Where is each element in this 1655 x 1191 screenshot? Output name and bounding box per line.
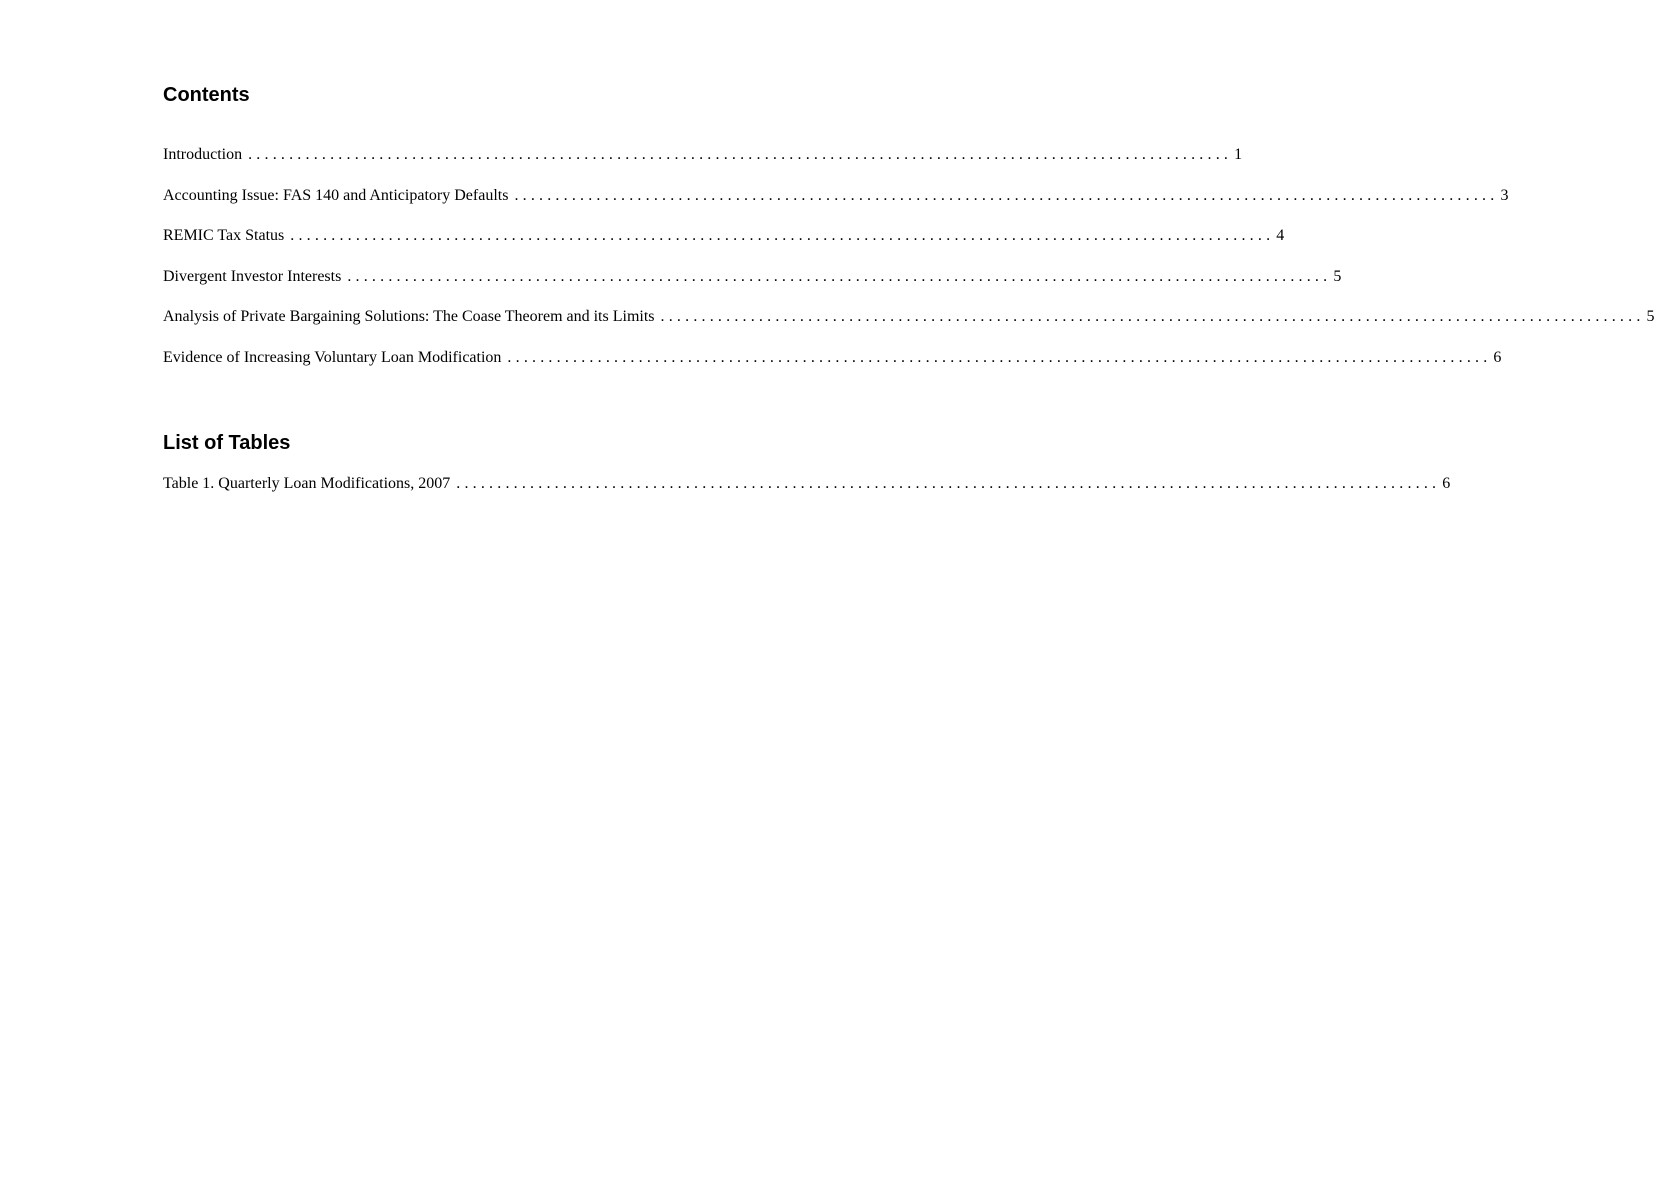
dot-leader: ........................................................................................................................ xyxy=(514,186,1499,204)
toc-entry-divergent-investor-interests[interactable] xyxy=(163,267,1342,309)
toc-entry-title: Analysis of Private Bargaining Solutions: The Coase Theorem and its Limits xyxy=(163,308,655,325)
toc-entry-page: 5 xyxy=(1333,267,1342,285)
list-of-tables-heading: List of Tables xyxy=(163,432,291,454)
toc-entry-page: 4 xyxy=(1276,227,1285,244)
dot-leader: ........................................................................................................................ xyxy=(248,146,1233,163)
toc-entry-title: Accounting Issue: FAS 140 and Anticipatory Defaults xyxy=(163,186,509,204)
list-of-tables xyxy=(163,475,1451,516)
dot-leader: ........................................................................................................................ xyxy=(507,348,1492,366)
toc-entry-page: 5 xyxy=(1646,308,1655,325)
toc-entry-page: 1 xyxy=(1234,146,1243,163)
toc-entry-title: Evidence of Increasing Voluntary Loan Modification xyxy=(163,348,502,366)
toc-entry-accounting-issue[interactable] xyxy=(163,186,1509,228)
dot-leader: ........................................................................................................................ xyxy=(660,308,1645,325)
toc-entry-title: Introduction xyxy=(163,146,243,163)
toc-entry-page: 6 xyxy=(1493,348,1502,366)
table-entry-quarterly-loan-modifications[interactable] xyxy=(163,475,1451,516)
dot-leader: ........................................................................................................................ xyxy=(347,267,1332,285)
contents-list xyxy=(163,146,1655,389)
toc-entry-voluntary-loan-modification[interactable] xyxy=(163,348,1502,390)
contents-heading: Contents xyxy=(163,84,250,106)
toc-entry-page: 3 xyxy=(1500,186,1509,204)
toc-entry-title: REMIC Tax Status xyxy=(163,227,285,244)
toc-entry-private-bargaining[interactable] xyxy=(163,308,1655,349)
toc-entry-title: Divergent Investor Interests xyxy=(163,267,342,285)
table-entry-page: 6 xyxy=(1442,475,1451,492)
dot-leader: ........................................................................................................................ xyxy=(290,227,1275,244)
table-entry-title: Table 1. Quarterly Loan Modifications, 2007 xyxy=(163,475,451,492)
dot-leader: ........................................................................................................................ xyxy=(456,475,1441,492)
toc-entry-remic-tax-status[interactable] xyxy=(163,227,1285,268)
toc-entry-introduction[interactable] xyxy=(163,146,1243,187)
